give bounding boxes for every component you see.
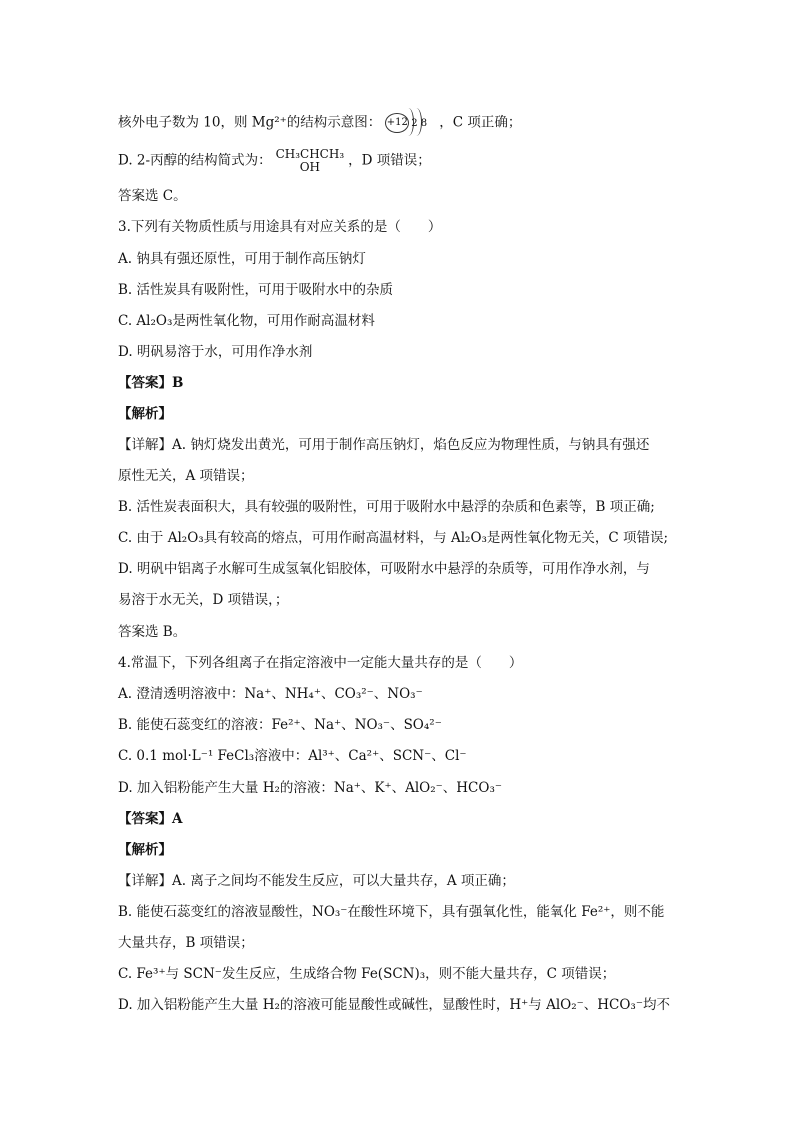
formula-top: CH₃CHCH₃ bbox=[275, 147, 345, 161]
text-line-29: D. 加入铝粉能产生大量 H₂的溶液可能显酸性或碱性，显酸性时，H⁺与 AlO₂⁻、HCO₃⁻均不 bbox=[118, 997, 670, 1013]
line-2-text-b: ，D 项错误； bbox=[348, 152, 431, 169]
line-2-text-a: D. 2-丙醇的结构简式为： bbox=[118, 152, 272, 169]
text-line-8: D. 明矾易溶于水，可用作净水剂 bbox=[118, 344, 313, 360]
text-line-22: D. 加入铝粉能产生大量 H₂的溶液：Na⁺、K⁺、AlO₂⁻、HCO₃⁻ bbox=[118, 780, 502, 796]
text-line-12: 原性无关，A 项错误； bbox=[118, 468, 254, 484]
text-line-1 bbox=[118, 108, 678, 138]
line-1-text-b: ，C 项正确； bbox=[439, 114, 522, 131]
answer-label-1: 【答案】B bbox=[118, 375, 184, 391]
text-line-18: 4.常温下，下列各组离子在指定溶液中一定能大量共存的是（ ） bbox=[118, 655, 523, 671]
text-line-16: 易溶于水无关，D 项错误，； bbox=[118, 592, 289, 608]
text-line-4: 3.下列有关物质性质与用途具有对应关系的是（ ） bbox=[118, 219, 442, 235]
electron-counts: 2 8 bbox=[411, 118, 428, 129]
text-line-21: C. 0.1 mol·L⁻¹ FeCl₃溶液中：Al³⁺、Ca²⁺、SCN⁻、Cl⁻ bbox=[118, 748, 467, 764]
nucleus-charge: +12 bbox=[385, 113, 409, 133]
text-line-27: 大量共存，B 项错误； bbox=[118, 935, 254, 951]
text-line-25: 【详解】A. 离子之间均不能发生反应，可以大量共存，A 项正确； bbox=[118, 873, 515, 889]
text-line-7: C. Al₂O₃是两性氧化物，可用作耐高温材料 bbox=[118, 313, 375, 329]
structural-formula bbox=[276, 148, 345, 174]
text-line-6: B. 活性炭具有吸附性，可用于吸附水中的杂质 bbox=[118, 282, 394, 298]
text-line-17: 答案选 B。 bbox=[118, 624, 187, 640]
text-line-14: C. 由于 Al₂O₃具有较高的熔点，可用作耐高温材料，与 Al₂O₃是两性氧化物无关，C 项错误; bbox=[118, 530, 669, 546]
mg-ion-structure-diagram bbox=[385, 108, 435, 138]
answer-label-2: 【答案】A bbox=[118, 811, 183, 827]
text-line-15: D. 明矾中铝离子水解可生成氢氧化铝胶体，可吸附水中悬浮的杂质等，可用作净水剂，与 bbox=[118, 561, 650, 577]
text-line-19: A. 澄清透明溶液中：Na⁺、NH₄⁺、CO₃²⁻、NO₃⁻ bbox=[118, 686, 423, 702]
formula-bottom: OH bbox=[299, 160, 321, 174]
analysis-label-1: 【解析】 bbox=[118, 406, 172, 422]
text-line-5: A. 钠具有强还原性，可用于制作高压钠灯 bbox=[118, 251, 366, 267]
text-line-11: 【详解】A. 钠灯烧发出黄光，可用于制作高压钠灯，焰色反应为物理性质，与钠具有强还 bbox=[118, 437, 650, 453]
text-line-26: B. 能使石蕊变红的溶液显酸性，NO₃⁻在酸性环境下，具有强氧化性，能氧化 Fe²⁺，则不能 bbox=[118, 904, 665, 920]
text-line-2 bbox=[118, 148, 678, 174]
text-line-13: B. 活性炭表面积大，具有较强的吸附性，可用于吸附水中悬浮的杂质和色素等，B 项正确; bbox=[118, 499, 655, 515]
line-1-text-a: 核外电子数为 10，则 Mg²⁺的结构示意图： bbox=[118, 114, 382, 131]
text-line-20: B. 能使石蕊变红的溶液：Fe²⁺、Na⁺、NO₃⁻、SO₄²⁻ bbox=[118, 717, 442, 733]
analysis-label-2: 【解析】 bbox=[118, 842, 172, 858]
text-line-28: C. Fe³⁺与 SCN⁻发生反应，生成络合物 Fe(SCN)₃，则不能大量共存，C 项错误； bbox=[118, 966, 616, 982]
text-line-3: 答案选 C。 bbox=[118, 188, 187, 204]
